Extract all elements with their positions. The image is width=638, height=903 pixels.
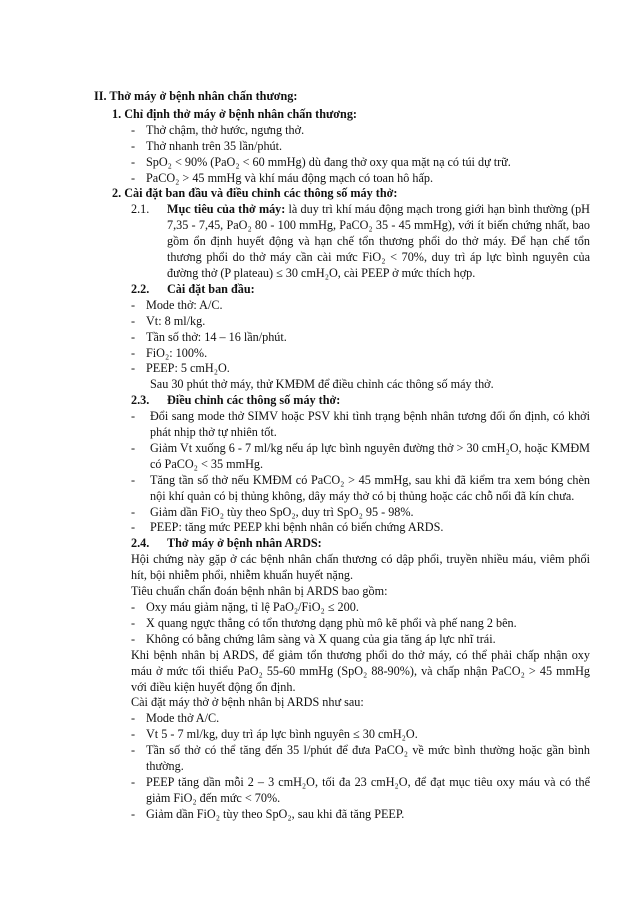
ards-criteria-intro: Tiêu chuẩn chẩn đoán bệnh nhân bị ARDS bao gồm: bbox=[131, 584, 388, 599]
section-title: II. Thở máy ở bệnh nhân chấn thương: bbox=[94, 89, 298, 103]
list-item: - Mode thở A/C. bbox=[131, 711, 220, 726]
ards-paragraph: Hội chứng này gặp ở các bệnh nhân chấn thương có dập phổi, truyền nhiều máu, viêm phổi hít, bội nhiễm phổi, nhiễm khuẩn huyết nặng. bbox=[131, 552, 590, 583]
ards-paragraph: Khi bệnh nhân bị ARDS, để giảm tổn thương phổi do thở máy, có thể phải chấp nhận oxy máu ở mức tối thiểu PaO₂ 55-60 mmHg (SpO₂ 88-90%), và chấp nhận PaCO₂ > 45 mmHg với điều kiện huyết động ổn định. bbox=[131, 647, 590, 694]
list-item: - FiO₂: 100%. bbox=[131, 345, 208, 360]
list-item: - Tăng tần số thở nếu KMĐM có PaCO₂ > 45 mmHg, sau khi đã kiểm tra xem bóng chèn nội khí quản có bị thủng không, dây máy thở có bị thủng hoặc các chỗ nối đã kín chưa. bbox=[131, 472, 590, 503]
list-item: - Mode thở: A/C. bbox=[131, 297, 223, 312]
subheading-ards: 2.4. Thở máy ở bệnh nhân ARDS: bbox=[131, 536, 322, 551]
list-item: - PEEP tăng dần mỗi 2 – 3 cmH₂O, tối đa 23 cmH₂O, để đạt mục tiêu oxy máu và có thể giảm FiO₂ đến mức < 70%. bbox=[131, 774, 590, 805]
subheading-adjust: 2.3. Điều chỉnh các thông số máy thở: bbox=[131, 393, 341, 408]
list-item: - Thở nhanh trên 35 lần/phút. bbox=[131, 138, 283, 153]
ards-settings-intro: Cài đặt máy thở ở bệnh nhân bị ARDS như sau: bbox=[131, 695, 364, 710]
subheading-initial: 2.2. Cài đặt ban đầu: bbox=[131, 281, 255, 296]
list-item: - Tần số thở: 14 – 16 lần/phút. bbox=[131, 329, 287, 344]
list-item: - Thở chậm, thở hước, ngưng thở. bbox=[131, 122, 305, 137]
heading-initial-settings: 2. Cài đặt ban đầu và điều chỉnh các thông số máy thở: bbox=[112, 186, 398, 201]
list-item: - Oxy máu giảm nặng, tỉ lệ PaO₂/FiO₂ ≤ 200. bbox=[131, 600, 359, 614]
note-text: Sau 30 phút thở máy, thử KMĐM để điều chỉnh các thông số máy thở. bbox=[150, 377, 494, 392]
list-item: - Tần số thở có thể tăng đến 35 l/phút để đưa PaCO₂ về mức bình thường hoặc gần bình thường. bbox=[131, 743, 590, 774]
list-item: - Không có bằng chứng lâm sàng và X quang của gia tăng áp lực nhĩ trái. bbox=[131, 631, 496, 646]
list-item: - Giảm Vt xuống 6 - 7 ml/kg nếu áp lực bình nguyên đường thở > 30 cmH₂O, hoặc KMĐM có PaCO₂ < 35 mmHg. bbox=[131, 440, 590, 471]
list-item: - Đổi sang mode thở SIMV hoặc PSV khi tình trạng bệnh nhân tương đối ổn định, có khởi phát nhịp thở tự nhiên tốt. bbox=[131, 409, 590, 440]
list-item: - PEEP: tăng mức PEEP khi bệnh nhân có biến chứng ARDS. bbox=[131, 520, 444, 535]
document-body bbox=[94, 89, 590, 823]
list-item: - PaCO₂ > 45 mmHg và khí máu động mạch có toan hô hấp. bbox=[131, 170, 433, 185]
goal-paragraph: 2.1. Mục tiêu của thở máy: là duy trì khí máu động mạch trong giới hạn bình thường (pH 7,35 - 7,45, PaO₂ 80 - 100 mmHg, PaCO₂ 35 - 45 mmHg), với ít biến chứng nhất, bao gồm ổn định huyết động và hạn chế tổn thương phổi do thở máy. Để hạn chế tổn thương phổi do thở máy cần cài mức FiO₂ < 70%, duy trì áp lực bình nguyên của đường thở (P plateau) ≤ 30 cmH₂O, cài PEEP ở mức thích hợp. bbox=[131, 202, 590, 280]
list-item: - Vt 5 - 7 ml/kg, duy trì áp lực bình nguyên ≤ 30 cmH₂O. bbox=[131, 727, 418, 742]
list-item: - Giảm dần FiO₂ tùy theo SpO₂, sau khi đã tăng PEEP. bbox=[131, 806, 405, 821]
list-item: - SpO₂ < 90% (PaO₂ < 60 mmHg) dù đang thở oxy qua mặt nạ có túi dự trữ. bbox=[131, 154, 511, 169]
list-item: - PEEP: 5 cmH₂O. bbox=[131, 361, 230, 376]
list-item: - X quang ngực thẳng có tổn thương dạng phù mô kẽ phổi và phế nang 2 bên. bbox=[131, 615, 517, 630]
heading-indications: 1. Chỉ định thở máy ở bệnh nhân chấn thương: bbox=[112, 106, 357, 121]
list-item: - Giảm dần FiO₂ tùy theo SpO₂, duy trì SpO₂ 95 - 98%. bbox=[131, 504, 414, 519]
list-item: - Vt: 8 ml/kg. bbox=[131, 313, 206, 328]
